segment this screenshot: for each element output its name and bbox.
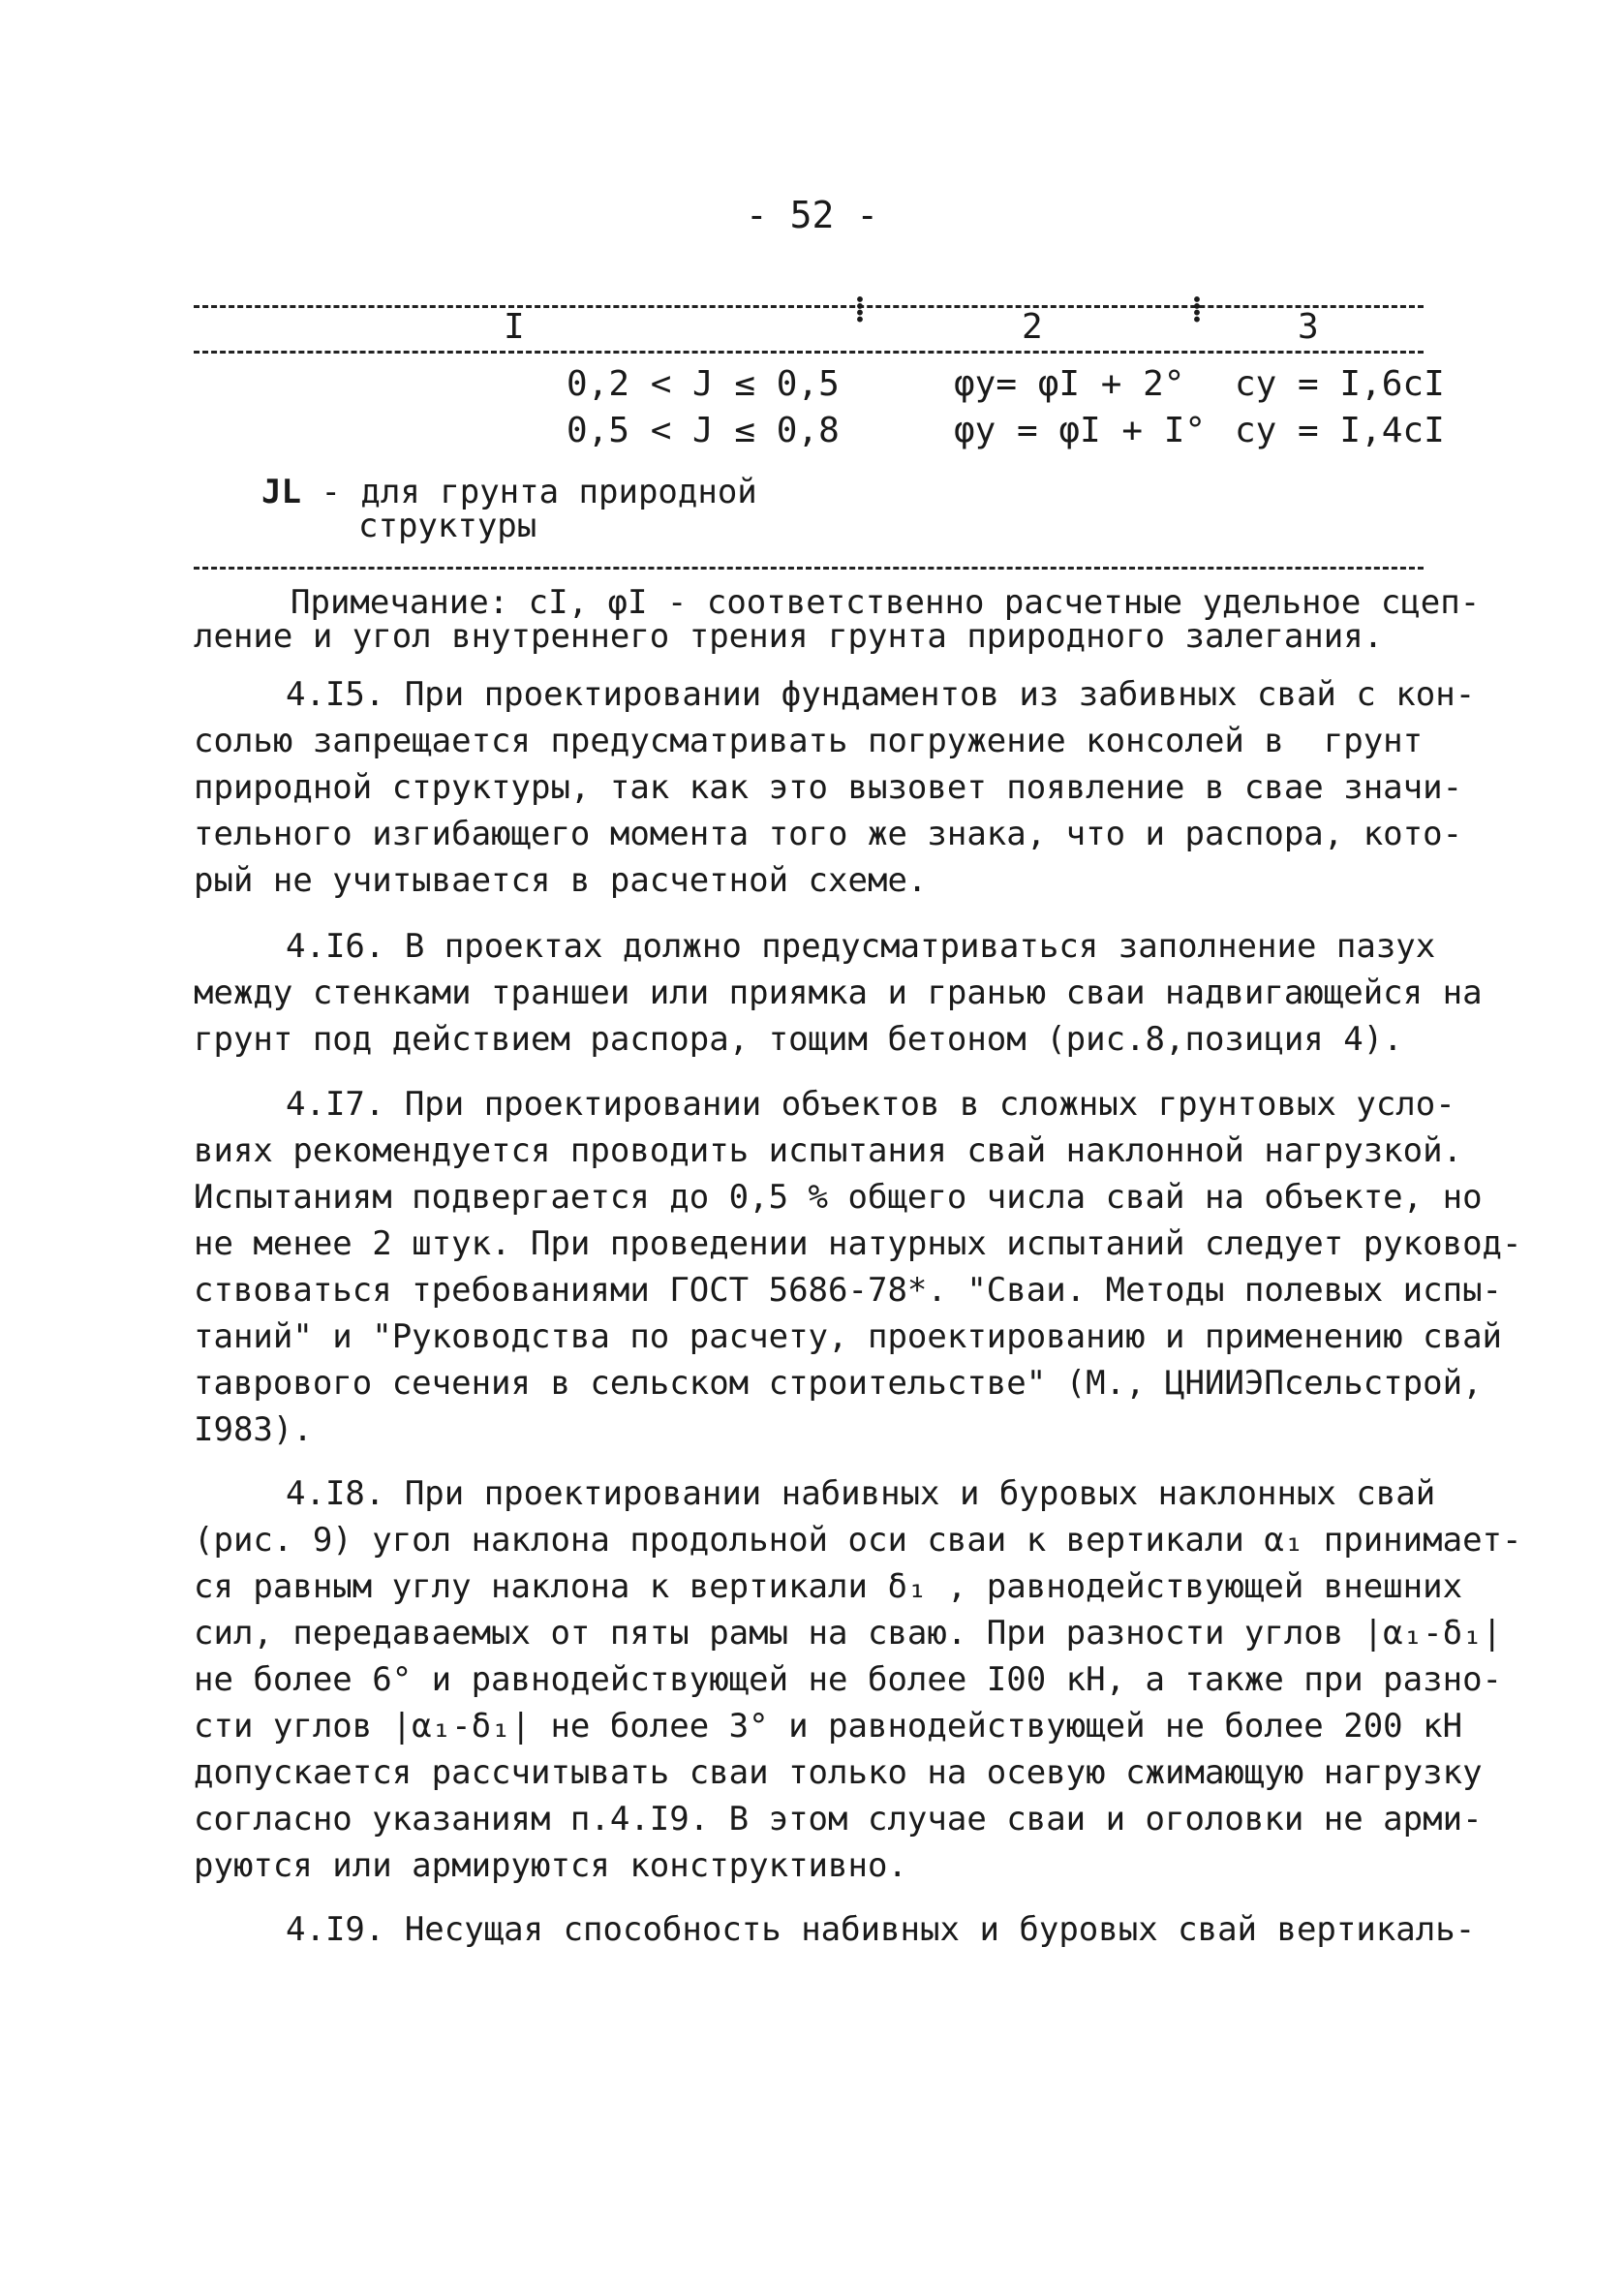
paragraph-line: рый не учитывается в расчетной схеме. — [194, 861, 928, 900]
paragraph-line: таний" и "Руководства по расчету, проектированию и применению свай — [194, 1317, 1503, 1356]
note-line-2: ление и угол внутреннего трения грунта природного залегания. — [194, 617, 1384, 656]
table-header-rule — [194, 351, 1424, 354]
column-header-3: 3 — [1298, 307, 1319, 347]
paragraph-line: сил, передаваемых от пяты рамы на сваю. При разности углов |α₁-δ₁| — [194, 1614, 1503, 1653]
table-row-1-phi: φy= φI + 2° — [954, 364, 1185, 404]
paragraph-line: не более 6° и равнодействующей не более I00 кН, а также при разно- — [194, 1660, 1503, 1699]
paragraph-line: ствоваться требованиями ГОСТ 5686-78*. "Сваи. Методы полевых испы- — [194, 1271, 1503, 1310]
paragraph-line: ся равным углу наклона к вертикали δ₁ , равнодействующей внешних — [194, 1567, 1463, 1606]
paragraph-line: между стенками траншеи или приямка и гранью сваи надвигающейся на — [194, 974, 1483, 1012]
column-header-1: I — [504, 307, 525, 347]
paragraph-line: таврового сечения в сельском строительстве" (М., ЦНИИЭПсельстрой, — [194, 1364, 1483, 1403]
definition-line-2: структуры — [358, 507, 537, 545]
paragraph-line: I983). — [194, 1410, 313, 1449]
table-row-1-range: 0,2 < J ≤ 0,5 — [567, 364, 840, 404]
paragraph-line: (рис. 9) угол наклона продольной оси сваи к вертикали α₁ принимает- — [194, 1521, 1522, 1560]
paragraph-line: 4.I8. При проектировании набивных и буровых наклонных свай — [286, 1474, 1436, 1513]
definition-text: - для грунта природной — [321, 473, 757, 511]
paragraph-line: не менее 2 штук. При проведении натурных испытаний следует руковод- — [194, 1224, 1522, 1263]
paragraph-line: допускается рассчитывать сваи только на осевую сжимающую нагрузку — [194, 1753, 1483, 1792]
paragraph-line: 4.I5. При проектировании фундаментов из забивных свай с кон- — [286, 675, 1476, 714]
paragraph-line: Испытаниям подвергается до 0,5 % общего числа свай на объекте, но — [194, 1178, 1483, 1217]
paragraph-line: согласно указаниям п.4.I9. В этом случае сваи и оголовки не арми- — [194, 1800, 1483, 1839]
paragraph-line: грунт под действием распора, тощим бетоном (рис.8,позиция 4). — [194, 1020, 1403, 1059]
column-separator: ⁞ — [854, 290, 866, 329]
column-header-2: 2 — [1022, 307, 1043, 347]
paragraph-line: руются или армируются конструктивно. — [194, 1846, 907, 1885]
table-row-1-c: cy = I,6cI — [1235, 364, 1445, 404]
paragraph-line: 4.I9. Несущая способность набивных и буровых свай вертикаль- — [286, 1910, 1476, 1949]
paragraph-line: тельного изгибающего момента того же знака, что и распора, кото- — [194, 815, 1463, 853]
definition-symbol: JL — [261, 473, 301, 511]
page-number: - 52 - — [745, 194, 879, 236]
column-separator: ⁞ — [1191, 290, 1203, 329]
paragraph-line: сти углов |α₁-δ₁| не более 3° и равнодействующей не более 200 кН — [194, 1707, 1463, 1746]
paragraph-line: солью запрещается предусматривать погружение консолей в грунт — [194, 722, 1424, 760]
table-row-2-phi: φy = φI + I° — [954, 411, 1207, 450]
paragraph-line: 4.I6. В проектах должно предусматриваться заполнение пазух — [286, 927, 1436, 966]
table-row-2-range: 0,5 < J ≤ 0,8 — [567, 411, 840, 450]
definition-line-1 — [261, 475, 757, 510]
note-line-1: Примечание: cI, φI - соответственно расчетные удельное сцеп- — [291, 583, 1481, 622]
table-row-2-c: cy = I,4cI — [1235, 411, 1445, 450]
table-top-rule — [194, 305, 1424, 308]
paragraph-line: 4.I7. При проектировании объектов в сложных грунтовых усло- — [286, 1085, 1455, 1124]
paragraph-line: виях рекомендуется проводить испытания свай наклонной нагрузкой. — [194, 1131, 1463, 1170]
table-bottom-rule — [194, 567, 1424, 570]
paragraph-line: природной структуры, так как это вызовет появление в свае значи- — [194, 768, 1463, 807]
